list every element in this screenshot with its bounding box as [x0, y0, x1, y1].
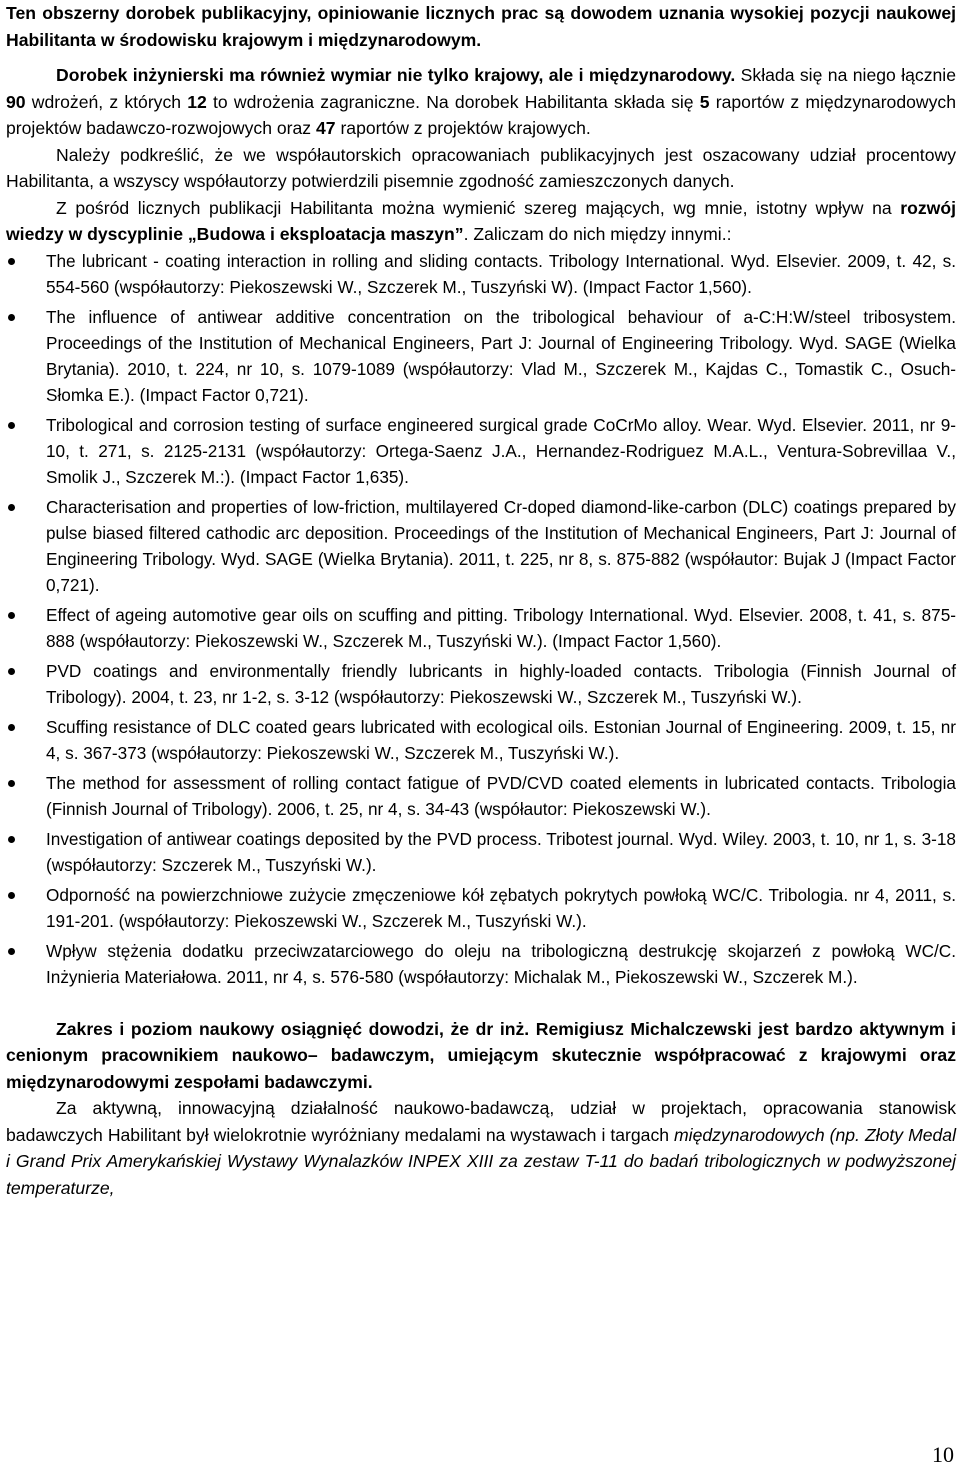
dorobek-text-a: Składa się na niego łącznie	[735, 65, 957, 85]
publication-list	[6, 248, 956, 990]
publication-text: Effect of ageing automotive gear oils on scuffing and pitting. Tribology International. Wyd. Elsevier. 2008, t. 41, s. 875-888 (współautorzy: Piekoszewski W., Szczerek M., Tuszyński W.). (Impact Factor 1,560).	[46, 604, 956, 651]
publication-text: PVD coatings and environmentally friendly lubricants in highly-loaded contacts. Tribologia (Finnish Journal of Tribology). 2004, t. 23, nr 1-2, s. 3-12 (współautorzy: Piekoszewski W., Szczerek M., Tuszyński W.).	[46, 660, 956, 707]
list-item	[6, 494, 956, 598]
intro-paragraph: Ten obszerny dorobek publikacyjny, opiniowanie licznych prac są dowodem uznania wysokiej pozycji naukowej Habilitanta w środowisku krajowym i międzynarodowym.	[6, 3, 956, 50]
dorobek-text-b: wdrożeń, z których	[25, 91, 188, 112]
awards-text-a: Za aktywną, innowacyjną działalność naukowo-badawczą, udział w projektach, opracowania stanowisk badawczych Habilitant był wielokrotnie wyróżniany medalami na wystawach i targach	[6, 1098, 956, 1145]
dorobek-text-e: raportów z projektów krajowych.	[335, 118, 591, 138]
impact-text-c: . Zaliczam do nich między innymi.:	[463, 224, 732, 244]
dorobek-count-national-reports: 47	[315, 118, 336, 138]
bullet-icon	[8, 612, 15, 619]
list-item	[6, 412, 956, 490]
list-item	[6, 602, 956, 654]
publication-text: The lubricant - coating interaction in rolling and sliding contacts. Tribology International. Wyd. Elsevier. 2009, t. 42, s. 554-560 (współautorzy: Piekoszewski W., Szczerek M., Tuszyński W). (Impact Factor 1,560).	[46, 250, 956, 297]
bullet-icon	[8, 314, 15, 321]
bullet-icon	[8, 504, 15, 511]
publication-text: Scuffing resistance of DLC coated gears lubricated with ecological oils. Estonian Journal of Engineering. 2009, t. 15, nr 4, s. 367-373 (współautorzy: Piekoszewski W., Szczerek M., Tuszyński W.).	[46, 716, 956, 763]
bullet-icon	[8, 724, 15, 731]
bullet-icon	[8, 668, 15, 675]
page-number: 10	[932, 1442, 954, 1467]
bullet-icon	[8, 780, 15, 787]
impact-discipline: rozwój wiedzy w dyscyplinie „Budowa i eksploatacja maszyn”	[6, 197, 956, 244]
dorobek-count-implementations: 90	[6, 91, 26, 112]
list-item	[6, 248, 956, 300]
list-item	[6, 938, 956, 990]
publication-text: Odporność na powierzchniowe zużycie zmęczeniowe kół zębatych pokrytych powłoką WC/C. Tribologia. nr 4, 2011, s. 191-201. (współautorzy: Piekoszewski W., Szczerek M., Tuszyński W.).	[46, 884, 956, 931]
coauthorship-note: Należy podkreślić, że we współautorskich opracowaniach publikacyjnych jest oszacowany udział procentowy Habilitanta, a wszyscy współautorzy potwierdzili pisemnie zgodność zamieszczonych danych.	[6, 144, 956, 191]
publication-text: Characterisation and properties of low-friction, multilayered Cr-doped diamond-like-carbon (DLC) coatings prepared by pulse biased filtered cathodic arc deposition. Proceedings of the Institution of Mechanical Engineers, Part J: Journal of Engineering Tribology. Wyd. SAGE (Wielka Brytania). 2011, t. 225, nr 8, s. 875-882 (współautor: Bujak J (Impact Factor 0,721).	[46, 496, 956, 595]
dorobek-paragraph	[6, 62, 956, 142]
list-item	[6, 304, 956, 408]
conclusion-paragraph: Zakres i poziom naukowy osiągnięć dowodzi, że dr inż. Remigiusz Michalczewski jest bardzo aktywnym i cenionym pracownikiem naukowo– badawczym, umiejącym skutecznie współpracować z krajowymi oraz międzynarodowymi zespołami badawczymi.	[6, 1018, 956, 1092]
dorobek-text-c: to wdrożenia zagraniczne. Na dorobek Habilitanta składa się	[206, 91, 700, 112]
bullet-icon	[8, 892, 15, 899]
dorobek-count-foreign: 12	[187, 91, 207, 112]
document-page	[6, 0, 956, 1201]
list-item	[6, 714, 956, 766]
publication-text: The method for assessment of rolling contact fatigue of PVD/CVD coated elements in lubricated contacts. Tribologia (Finnish Journal of Tribology). 2006, t. 25, nr 4, s. 34-43 (współautor: Piekoszewski W.).	[46, 772, 956, 819]
bullet-icon	[8, 258, 15, 265]
awards-paragraph	[6, 1095, 956, 1201]
publication-text: Tribological and corrosion testing of surface engineered surgical grade CoCrMo alloy. Wear. Wyd. Elsevier. 2011, nr 9-10, t. 271, s. 2125-2131 (współautorzy: Ortega-Saenz J.A., Hernandez-Rodriguez M.A.L., Ventura-Sobrevillaa V., Smolik J., Szczerek M.:). (Impact Factor 1,635).	[46, 414, 956, 487]
bullet-icon	[8, 948, 15, 955]
list-item	[6, 826, 956, 878]
publication-text: Investigation of antiwear coatings deposited by the PVD process. Tribotest journal. Wyd. Wiley. 2003, t. 10, nr 1, s. 3-18 (współautorzy: Szczerek M., Tuszyński W.).	[46, 828, 956, 875]
publication-text: Wpływ stężenia dodatku przeciwzatarciowego do oleju na tribologiczną destrukcję skojarzeń z powłoką WC/C. Inżynieria Materiałowa. 2011, nr 4, s. 576-580 (współautorzy: Michalak M., Piekoszewski W., Szczerek M.).	[46, 940, 956, 987]
list-item	[6, 770, 956, 822]
list-item	[6, 882, 956, 934]
list-item	[6, 658, 956, 710]
dorobek-heading: Dorobek inżynierski ma również wymiar nie tylko krajowy, ale i międzynarodowy.	[56, 65, 736, 85]
bullet-icon	[8, 422, 15, 429]
dorobek-count-intl-reports: 5	[699, 91, 710, 112]
dorobek-text-d: raportów z międzynarodowych projektów badawczo-rozwojowych oraz	[6, 91, 956, 138]
publication-text: The influence of antiwear additive concentration on the tribological behaviour of a-C:H:W/steel tribosystem. Proceedings of the Institution of Mechanical Engineers, Part J: Journal of Engineering Tribology. Wyd. SAGE (Wielka Brytania). 2010, t. 224, nr 10, s. 1079-1089 (współautorzy: Vlad M., Szczerek M., Kajdas C., Tomastik C., Osuch-Słomka E.). (Impact Factor 0,721).	[46, 306, 956, 405]
bullet-icon	[8, 836, 15, 843]
awards-text-italic: międzynarodowych (np. Złoty Medal i Grand Prix Amerykańskiej Wystawy Wynalazków INPEX XIII za zestaw T-11 do badań tribologicznych w podwyższonej temperaturze,	[6, 1124, 956, 1198]
impact-text-a: Z pośród licznych publikacji Habilitanta można wymienić szereg mających, wg mnie, istotny wpływ na	[56, 197, 901, 218]
impact-paragraph	[6, 195, 956, 248]
